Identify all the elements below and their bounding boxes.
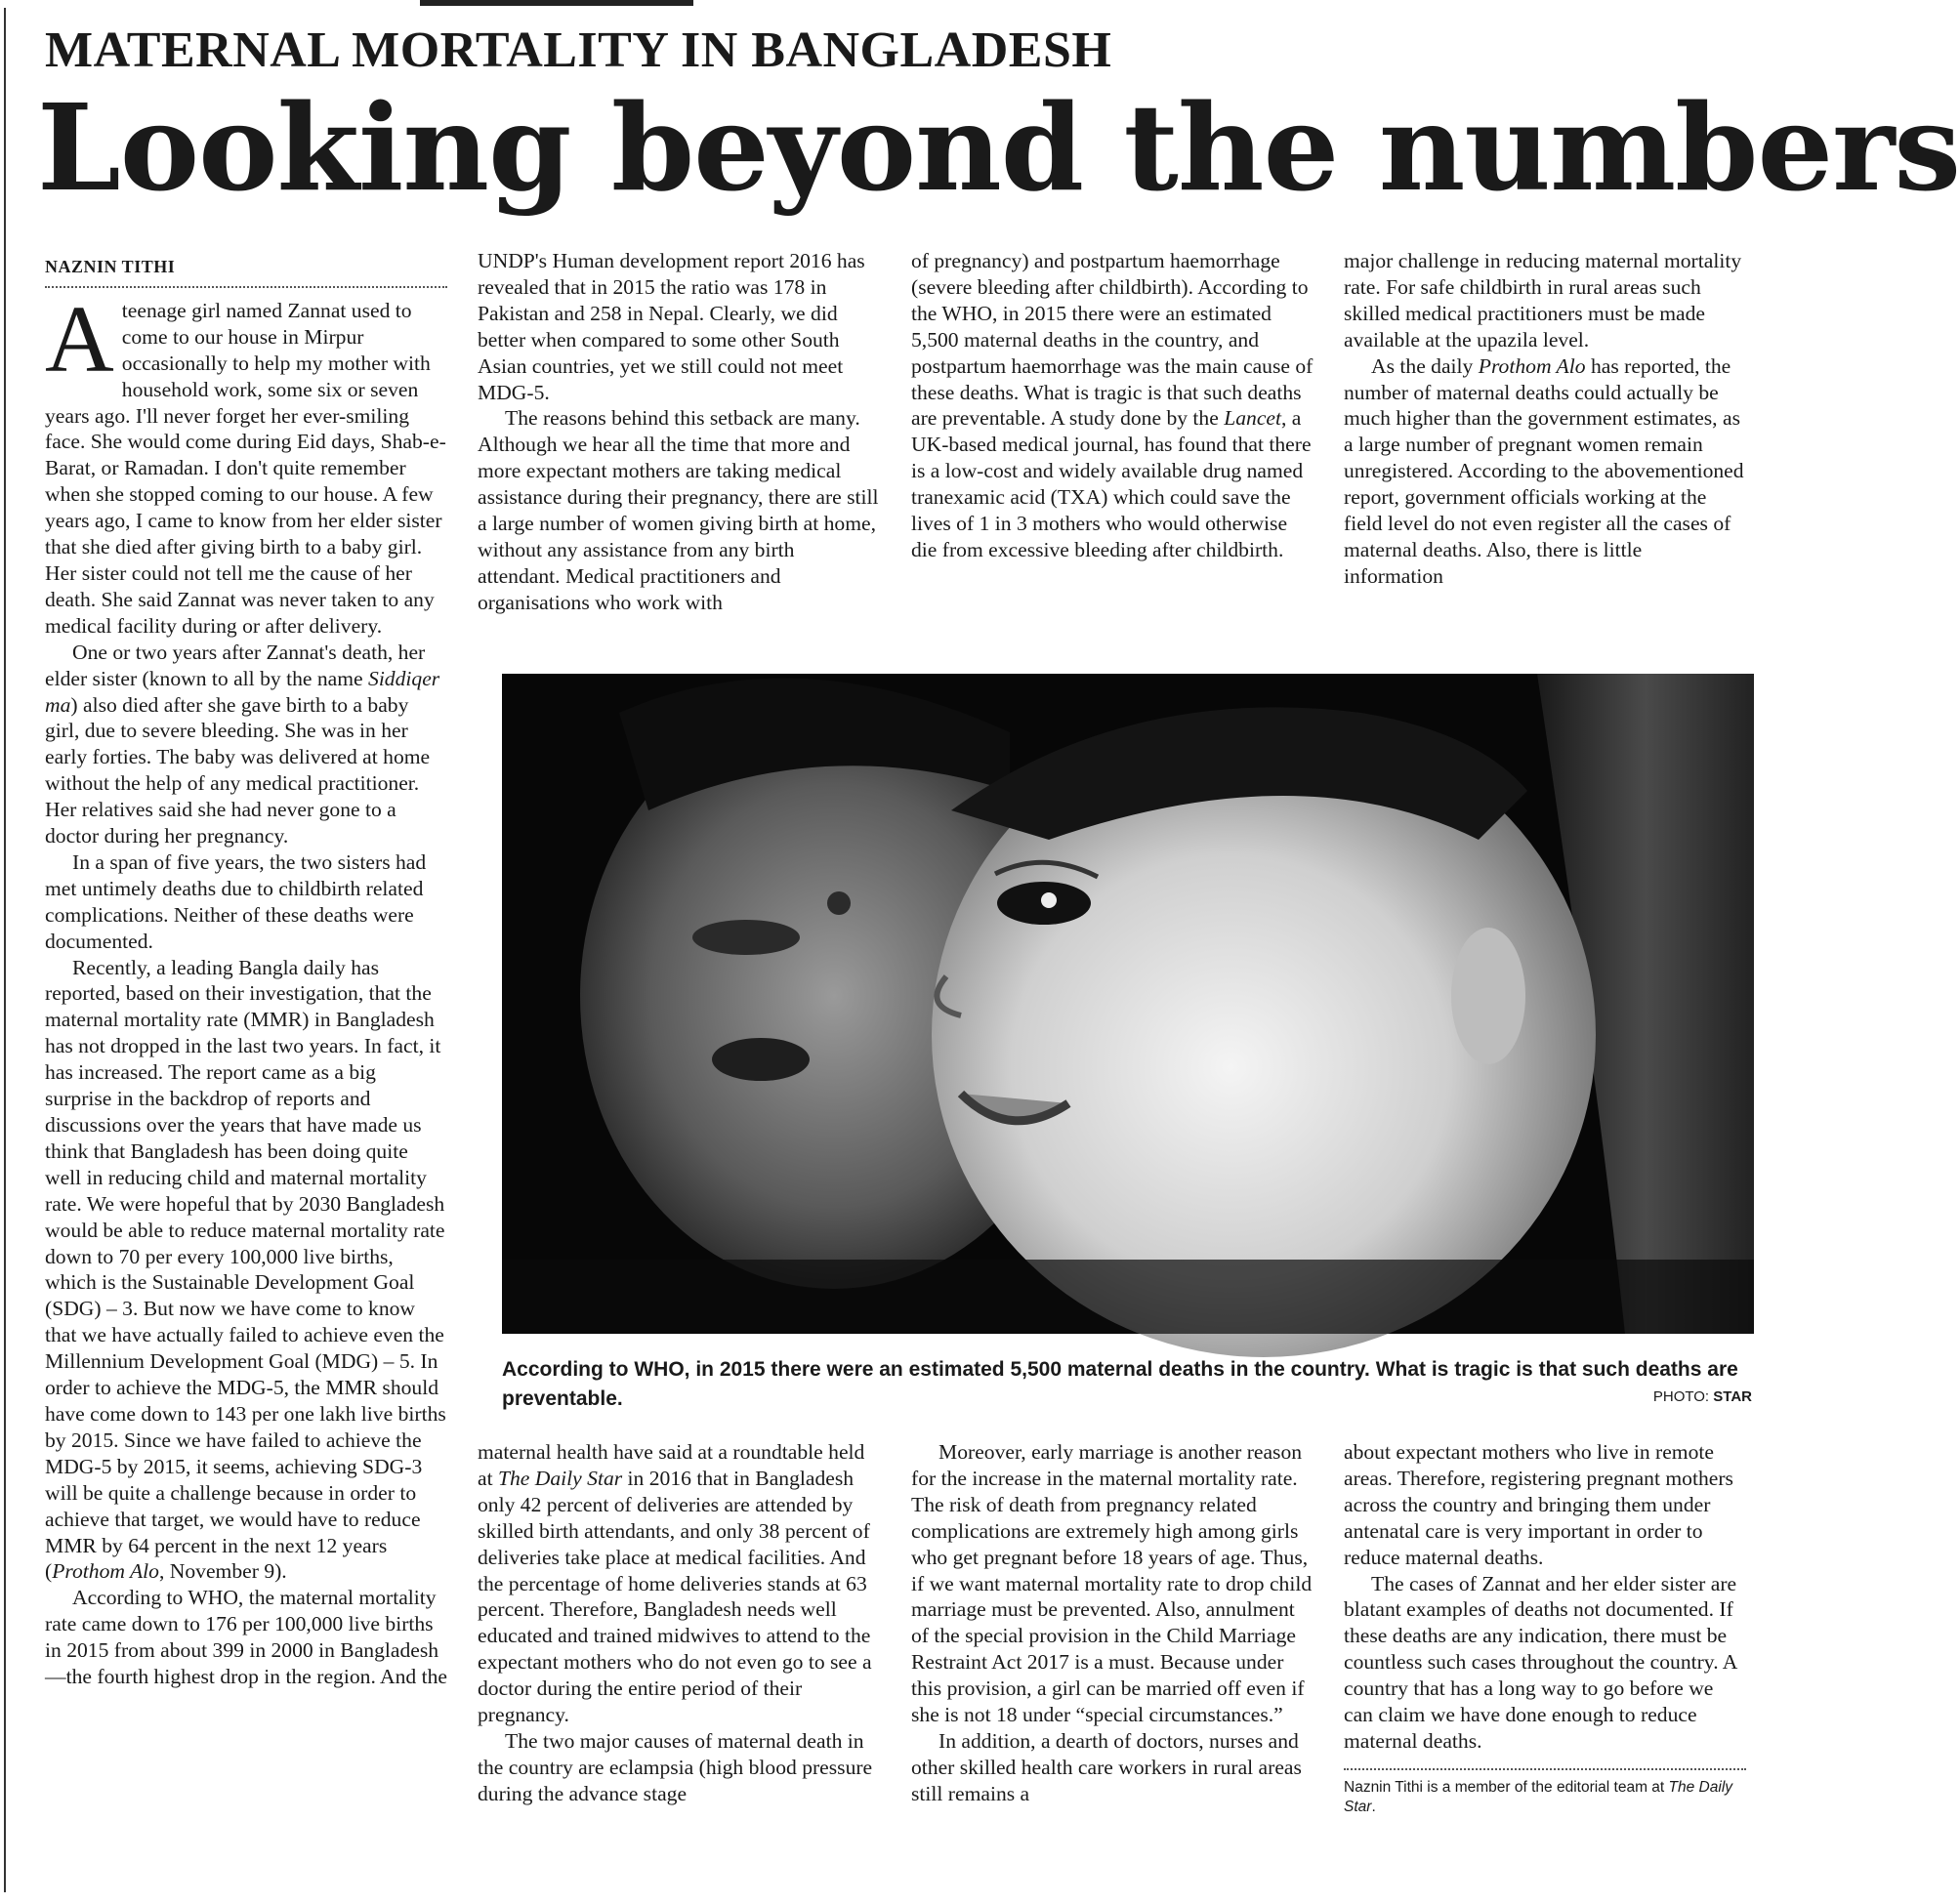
- paragraph: major challenge in reducing maternal mortality rate. For safe childbirth in rural areas such skilled medical practitioners must be made available at the upazila level.: [1344, 249, 1742, 352]
- headline: Looking beyond the numbers: [37, 77, 1960, 218]
- author-bio: Naznin Tithi is a member of the editorial team at The Daily Star.: [1344, 1768, 1746, 1817]
- paragraph: Recently, a leading Bangla daily has reported, based on their investigation, that the maternal mortality rate (MMR) in Bangladesh has not dropped in the last two years. In fact, it has increased. The report came as a big surprise in the backdrop of reports and discussions over the years that have made us think that Bangladesh has been doing quite well in reducing child and maternal mortality rate. We were hopeful that by 2030 Bangladesh would be able to reduce maternal mortality rate down to 70 per every 100,000 live births, which is the Sustainable Development Goal (SDG) – 3. But now we have come to know that we have actually failed to achieve even the Millennium Development Goal (MDG) – 5. In order to achieve the MDG-5, the MMR should have come down to 143 per one lakh live births by 2015. Since we have failed to achieve the MDG-5 by 2015, it seems, achieving SDG-3 will be quite a challenge because in order to achieve that target, we would have to reduce MMR by 64 percent in the next 12 years (Prothom Alo, November 9).: [45, 955, 446, 1584]
- paragraph: As the daily Prothom Alo has reported, the number of maternal deaths could actually be much higher than the government estimates, as a large number of pregnant women remain unregistered. According to the abovementioned report, government officials working at the field level do not even register all the cases of maternal deaths. Also, there is little information: [1344, 353, 1744, 588]
- article-column-2-top: [478, 248, 880, 616]
- paragraph: about expectant mothers who live in remote areas. Therefore, registering pregnant mothers across the country and bringing them under antenatal care is very important in order to reduce maternal deaths.: [1344, 1440, 1733, 1569]
- section-label-bar: [420, 0, 693, 6]
- paragraph: UNDP's Human development report 2016 has revealed that in 2015 the ratio was 178 in Pakistan and 258 in Nepal. Clearly, we did better when compared to some other South Asian countries, yet we still could not meet MDG-5.: [478, 249, 865, 404]
- paragraph: One or two years after Zannat's death, her elder sister (known to all by the name Siddiqer ma) also died after she gave birth to a baby girl, due to severe bleeding. She was in her early forties. The baby was delivered at home without the help of any medical practitioner. Her relatives said she had never gone to a doctor during her pregnancy.: [45, 640, 440, 849]
- photo-caption: According to WHO, in 2015 there were an estimated 5,500 maternal deaths in the country. What is tragic is that such deaths are preventable.: [502, 1358, 1738, 1410]
- kicker: MATERNAL MORTALITY IN BANGLADESH: [45, 22, 1112, 78]
- article-column-4-bottom: [1344, 1439, 1746, 1817]
- paragraph: The reasons behind this setback are many. Although we hear all the time that more and more expectant mothers are taking medical assistance during their pregnancy, there are still a large number of women giving birth at home, without any assistance from any birth attendant. Medical practitioners and organisations who work with: [478, 406, 879, 614]
- article-column-4-top: [1344, 248, 1746, 590]
- paragraph: In a span of five years, the two sisters had met untimely deaths due to childbirth related complications. Neither of these deaths were documented.: [45, 849, 427, 953]
- paragraph: The two major causes of maternal death in the country are eclampsia (high blood pressure during the advance stage: [478, 1728, 873, 1805]
- photo-credit: PHOTO: STAR: [1652, 1388, 1752, 1405]
- paragraph: In addition, a dearth of doctors, nurses and other skilled health care workers in rural areas still remains a: [911, 1728, 1302, 1805]
- paragraph: The cases of Zannat and her elder sister are blatant examples of deaths not documented. If these deaths are any indication, there must be countless such cases throughout the country. A country that has a long way to go before we can claim we have done enough to reduce maternal deaths.: [1344, 1571, 1737, 1753]
- byline: NAZNIN TITHI: [45, 254, 447, 288]
- page-left-rule: [4, 8, 6, 1892]
- paragraph: Moreover, early marriage is another reason for the increase in the maternal mortality rate. The risk of death from pregnancy related complications are extremely high among girls who get pregnant before 18 years of age. Thus, if we want maternal mortality rate to drop child marriage must be prevented. Also, annulment of the special provision in the Child Marriage Restraint Act 2017 is a must. Because under this provision, a girl can be married off even if she is not 18 under “special circumstances.”: [911, 1440, 1313, 1727]
- article-column-3-top: [911, 248, 1314, 563]
- article-photo: [502, 674, 1754, 1334]
- paragraph: of pregnancy) and postpartum haemorrhage (severe bleeding after childbirth). According to the WHO, in 2015 there were an estimated 5,500 maternal deaths in the country, and postpartum haemorrhage was the main cause of these deaths. What is tragic is that such deaths are preventable. A study done by the Lancet, a UK-based medical journal, has found that there is a low-cost and widely available drug named tranexamic acid (TXA) which could save the lives of 1 in 3 mothers who would otherwise die from excessive bleeding after childbirth.: [911, 249, 1314, 561]
- article-column-3-bottom: [911, 1439, 1314, 1807]
- drop-cap: A: [45, 286, 114, 393]
- article-column-2-bottom: [478, 1439, 880, 1807]
- paragraph: According to WHO, the maternal mortality rate came down to 176 per 100,000 live births in 2015 from about 399 in 2000 in Bangladesh—the fourth highest drop in the region. And the: [45, 1586, 448, 1689]
- paragraph: Ateenage girl named Zannat used to come to our house in Mirpur occasionally to help my mother with household work, some six or seven years ago. I'll never forget her ever-smiling face. She would come during Eid days, Shab-e-Barat, or Ramadan. I don't quite remember when she stopped coming to our house. A few years ago, I came to know from her elder sister that she died after giving birth to a baby girl. Her sister could not tell me the cause of her death. She said Zannat was never taken to any medical facility during or after delivery.: [45, 286, 446, 638]
- article-column-1: [45, 254, 447, 1875]
- mother-and-baby-illustration: [502, 674, 1754, 1334]
- paragraph: maternal health have said at a roundtable held at The Daily Star in 2016 that in Bangladesh only 42 percent of deliveries are attended by skilled birth attendants, and only 38 percent of deliveries take place at medical facilities. And the percentage of home deliveries stands at 63 percent. Therefore, Bangladesh needs well educated and trained midwives to attend to the expectant mothers who do not even go to see a doctor during the entire period of their pregnancy.: [478, 1440, 872, 1727]
